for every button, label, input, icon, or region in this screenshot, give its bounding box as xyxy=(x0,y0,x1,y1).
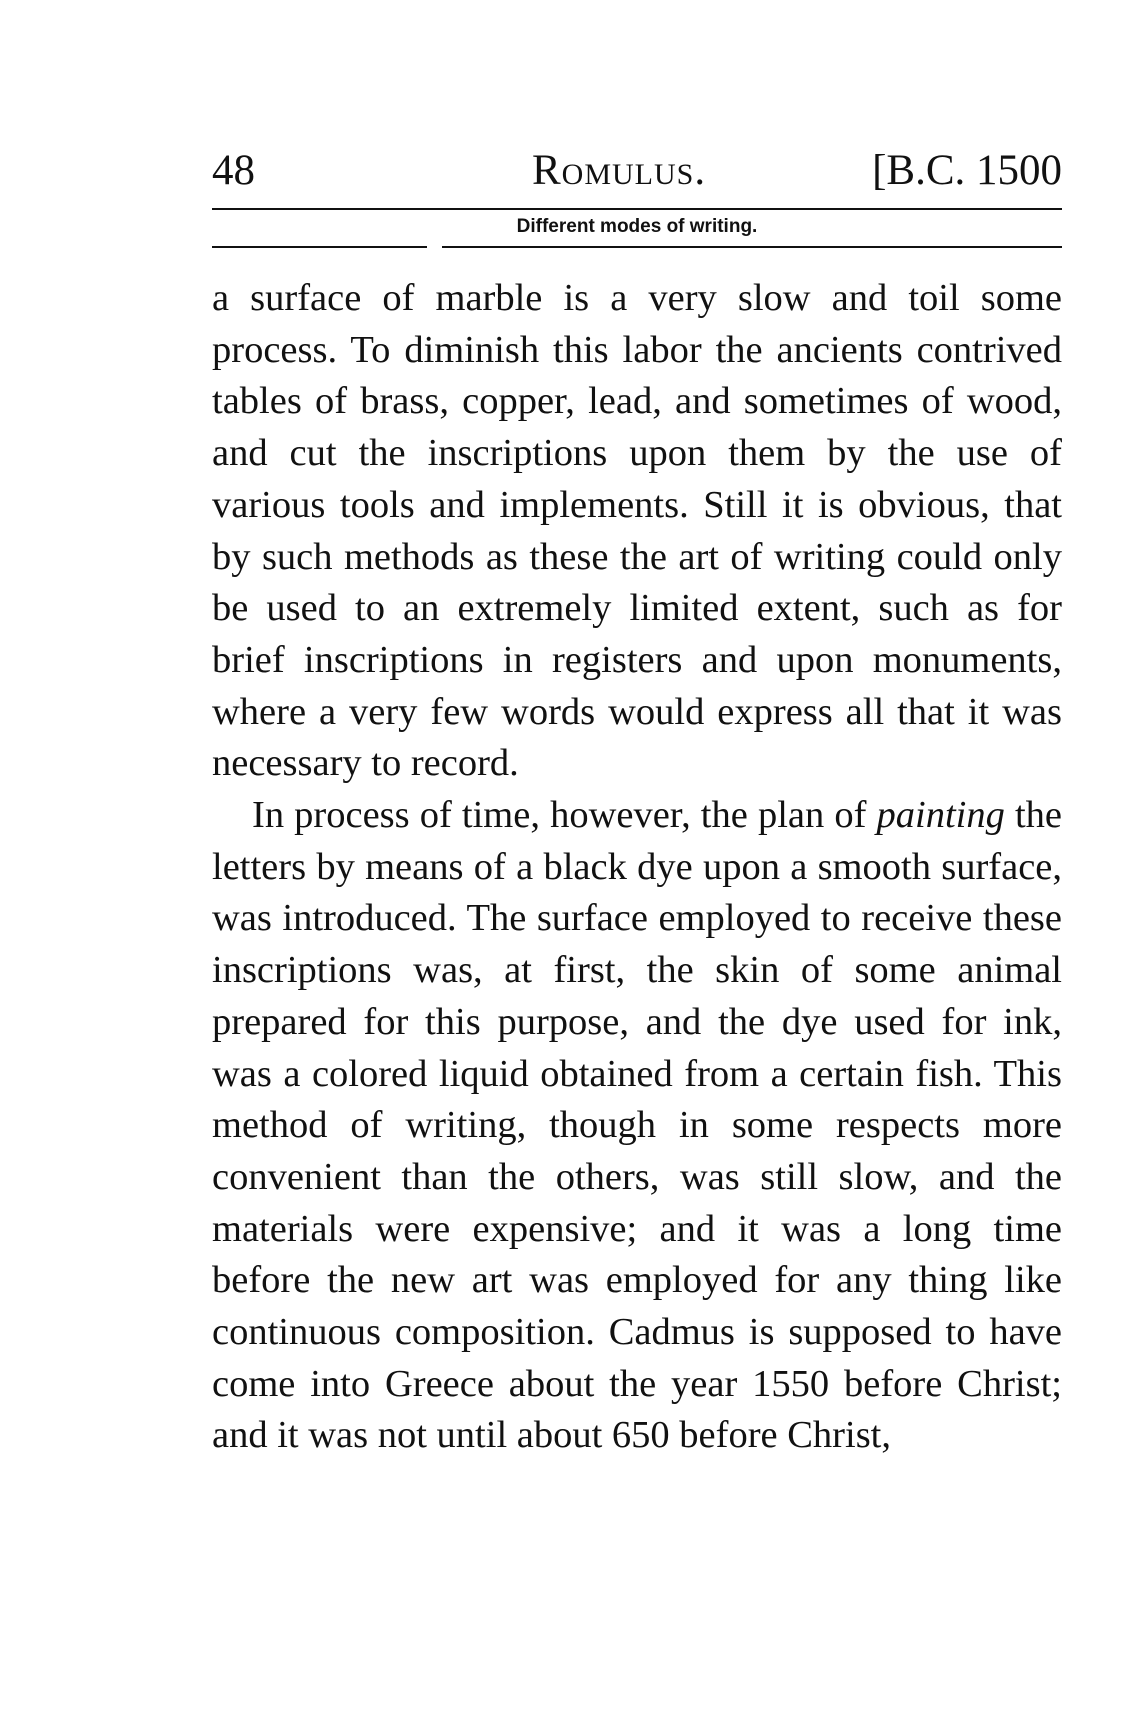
running-head xyxy=(212,140,1062,202)
paragraph-2-start: In process of time, however, the plan of xyxy=(252,794,877,837)
body-text xyxy=(212,273,1062,1462)
summary-rule xyxy=(212,246,1062,248)
emphasized-word: painting xyxy=(876,794,1005,837)
summary-rule-left xyxy=(212,246,427,248)
paragraph-2-rest: the letters by means of a black dye upon a smooth surface, was introduced. The surface employed to receive these inscriptions was, at first, the skin of some animal prepared for this purpose, and the dye used for ink, was a colored liquid obtained from a certain fish. This method of writing, though in some respects more convenient than the others, was still slow, and the materials were expensive; and it was a long time before the new art was employed for any thing like continuous composition. Cadmus is supposed to have come into Greece about the year 1550 before Christ; and it was not until about 650 before Christ, xyxy=(212,794,1062,1457)
summary-rule-right xyxy=(442,246,1062,248)
paragraph-1: a surface of marble is a very slow and toil some process. To diminish this labor the ancients contrived tables of brass, copper, lead, and sometimes of wood, and cut the inscriptions upon them by the use of various tools and implements. Still it is obvious, that by such methods as these the art of writing could only be used to an extremely limited extent, such as for brief inscriptions in registers and upon monuments, where a very few words would express all that it was necessary to record. xyxy=(212,277,1062,785)
paragraph-2 xyxy=(212,790,1062,1462)
running-title: Romulus. xyxy=(532,147,707,194)
page-number: 48 xyxy=(212,147,255,194)
date-reference: [B.C. 1500 xyxy=(872,147,1062,194)
section-summary: Different modes of writing. xyxy=(516,216,758,237)
page-content xyxy=(212,140,1062,1462)
